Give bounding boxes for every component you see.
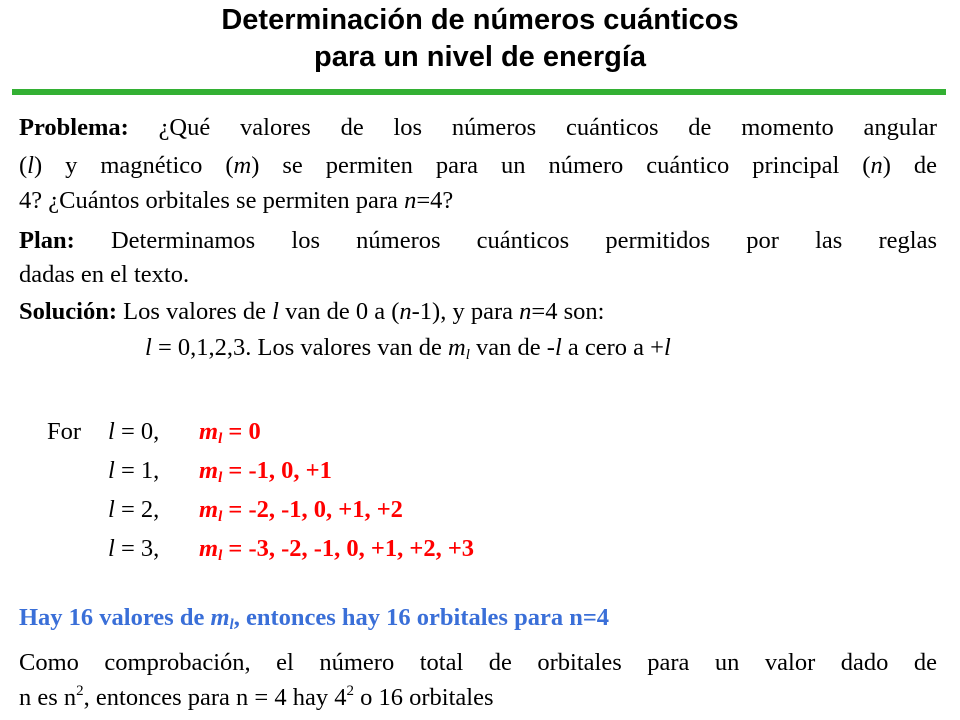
conclusion-text: Hay 16 valores de $m_l$, entonces hay 16 orbitales para n=4 (19, 604, 610, 633)
problem-line-3: 4? ¿Cuántos orbitales se permiten para n=4? (19, 187, 454, 214)
check-line-1: Como comprobación, el número total de orbitales para un valor dado de (19, 649, 937, 676)
plan-line-2: dadas en el texto. (19, 261, 190, 288)
check-line-2: n es $n^2$, entonces para n = 4 hay $4^2$ o 16 orbitales (19, 683, 494, 711)
problem-line-2: (l) y magnético (m) se permiten para un número cuántico principal (n) de (19, 152, 937, 179)
plan-label: Plan: (19, 227, 75, 254)
plan-line-1: Plan: Determinamos los números cuánticos permitidos por las reglas (19, 227, 937, 254)
solution-label: Solución: (19, 298, 118, 325)
title-line-1: Determinación de números cuánticos (221, 4, 739, 36)
for-label: For (47, 418, 82, 445)
solution-line-1: Solución: Los valores de l van de 0 a (n-1), y para n=4 son: (19, 298, 605, 325)
title-divider (12, 89, 946, 95)
page-title (0, 2, 960, 76)
title-line-2: para un nivel de energía (314, 41, 646, 73)
problem-line-1: Problema: ¿Qué valores de los números cuánticos de momento angular (19, 114, 937, 141)
solution-line-2: l = 0,1,2,3. Los valores van de $m_l$ van de -l a cero a +l (145, 334, 671, 363)
problem-label: Problema: (19, 114, 129, 141)
